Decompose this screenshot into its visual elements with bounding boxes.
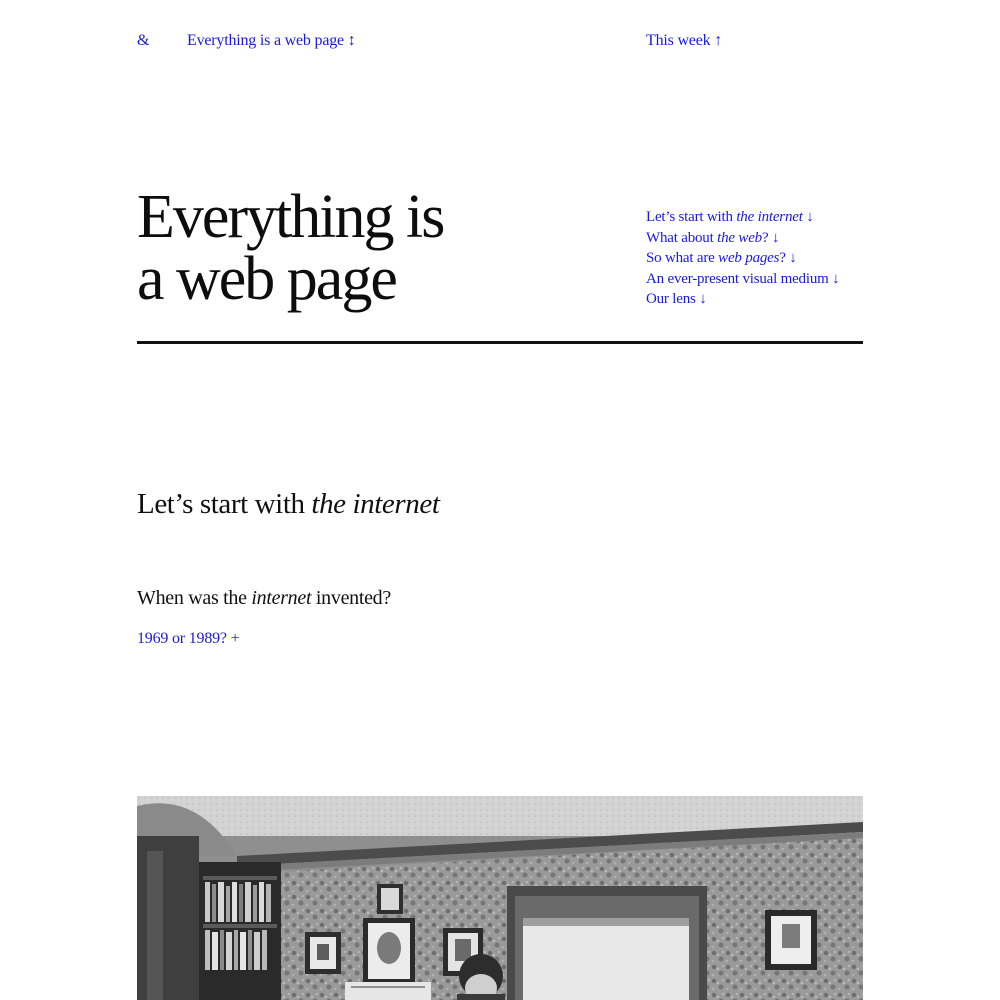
toc-link-text: What about	[646, 229, 718, 246]
toc-link-visual-medium[interactable]	[646, 271, 839, 287]
page-title-link-label: Everything is a web page	[187, 32, 344, 49]
toc-link-emphasis: the web	[717, 229, 762, 246]
toc-link-emphasis: web pages	[718, 250, 780, 266]
toc-item	[646, 248, 886, 269]
toc-link-text: An ever-present visual medium	[646, 270, 829, 287]
section-heading	[137, 486, 440, 522]
hero-title	[137, 183, 597, 313]
toc-link-the-web[interactable]	[646, 230, 779, 246]
down-arrow-icon: ↓	[785, 250, 797, 266]
toc-link-web-pages[interactable]	[646, 250, 797, 266]
toc-link-suffix: ?	[761, 229, 769, 246]
question-text	[137, 585, 391, 611]
table-of-contents	[646, 207, 886, 310]
down-arrow-icon: ↓	[695, 291, 707, 307]
this-week-label: This week	[646, 32, 711, 49]
toc-link-text: So what are	[646, 250, 719, 266]
toc-link-suffix: ?	[779, 250, 786, 266]
toc-link-emphasis: the internet	[736, 209, 803, 225]
home-link[interactable]: &	[137, 32, 150, 49]
question-emphasis: internet	[251, 587, 312, 609]
top-nav	[137, 32, 863, 54]
page-title-link[interactable]	[187, 32, 356, 50]
section-heading-emphasis: the internet	[311, 488, 440, 520]
hero-title-line-2: a web page	[137, 245, 396, 313]
question-prefix: When was the	[137, 587, 252, 609]
toc-item	[646, 269, 886, 290]
toc-link-text: Our lens	[646, 291, 696, 307]
toc-link-our-lens[interactable]	[646, 291, 707, 307]
hero-title-line-1: Everything is	[137, 183, 444, 251]
down-arrow-icon: ↓	[828, 270, 840, 287]
hero-divider	[137, 341, 863, 344]
up-arrow-icon: ↑	[714, 32, 723, 49]
question-suffix: invented?	[311, 587, 391, 609]
down-arrow-icon: ↓	[802, 209, 814, 225]
section-heading-text: Let’s start with	[137, 488, 312, 520]
down-arrow-icon: ↓	[768, 229, 780, 246]
this-week-link[interactable]	[646, 32, 722, 50]
toc-link-the-internet[interactable]	[646, 209, 814, 225]
up-down-arrow-icon: ↕	[347, 32, 356, 49]
toc-link-text: Let’s start with	[646, 209, 737, 225]
toc-item	[646, 207, 886, 228]
photo-illustration	[137, 796, 863, 1000]
answer-toggle-button[interactable]: 1969 or 1989? +	[137, 630, 240, 647]
toc-item	[646, 289, 886, 310]
archival-office-photo	[137, 796, 863, 1000]
toc-item	[646, 228, 886, 249]
